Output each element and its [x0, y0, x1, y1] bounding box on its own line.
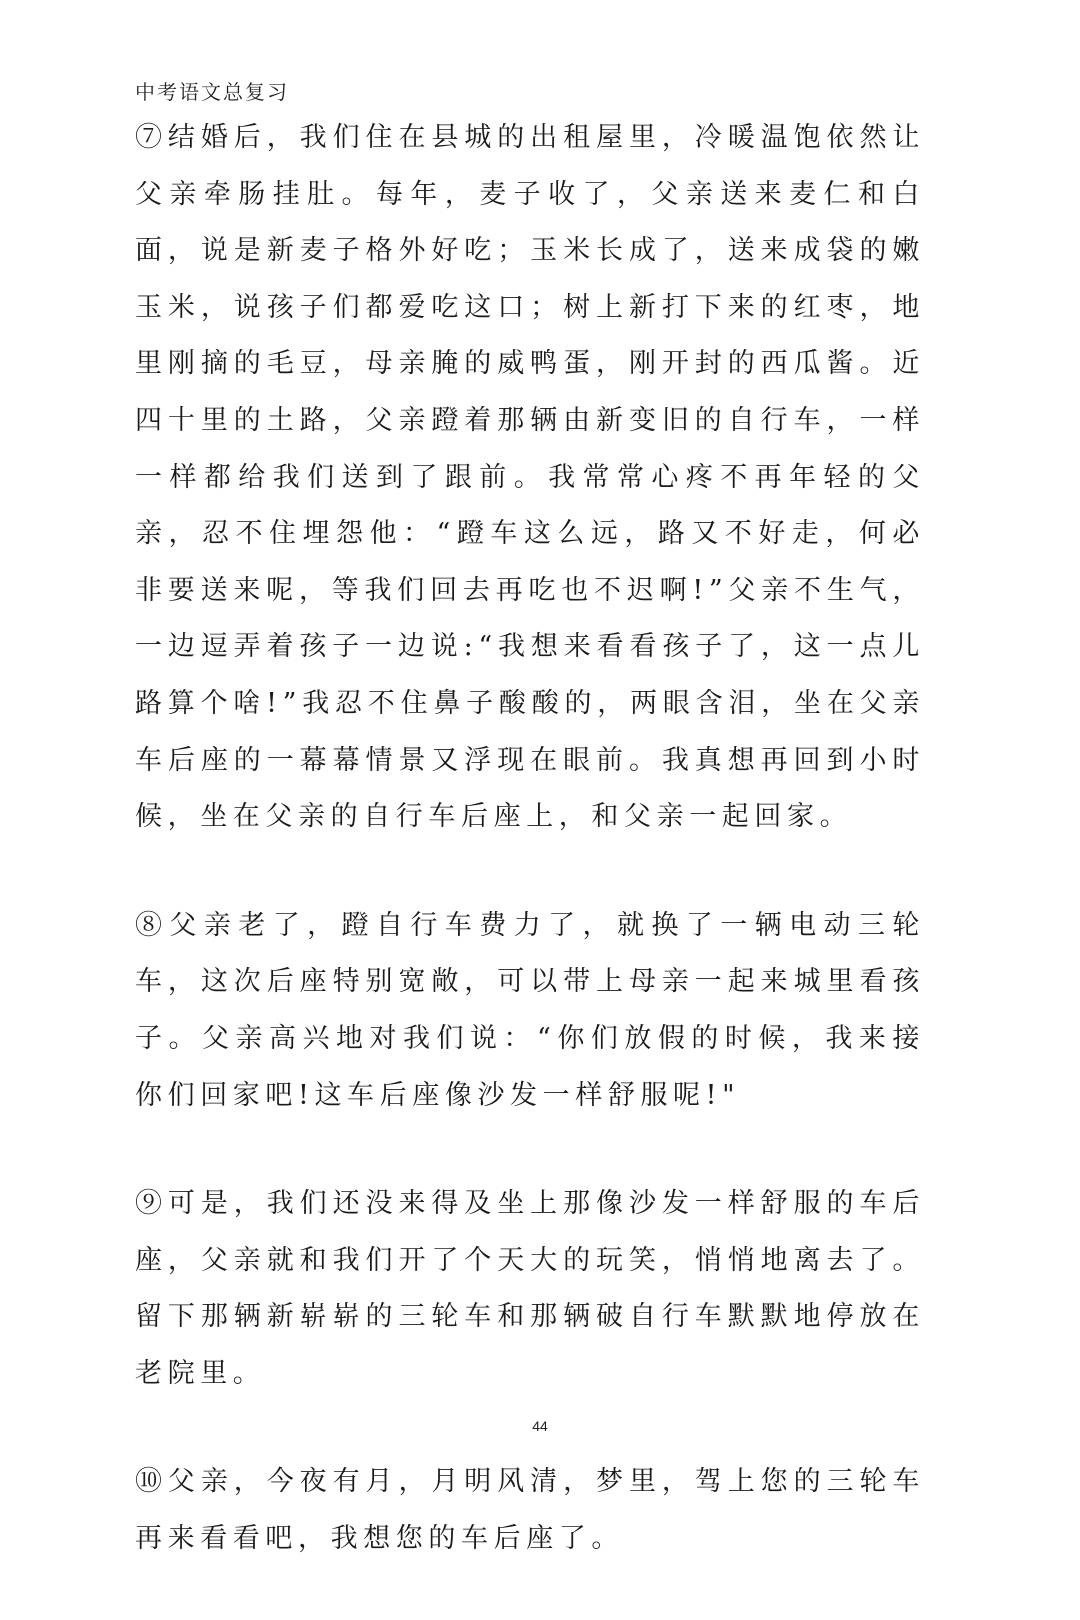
article-body [135, 110, 925, 1620]
paragraph-9: ⑨可是，我们还没来得及坐上那像沙发一样舒服的车后座，父亲就和我们开了个天大的玩笑，悄悄地离去了。留下那辆新崭崭的三轮车和那辆破自行车默默地停放在老院里。 [135, 1188, 925, 1389]
paragraph-7: ⑦结婚后，我们住在县城的出租屋里，冷暖温饱依然让父亲牵肠挂肚。每年，麦子收了，父亲送来麦仁和白面，说是新麦子格外好吃；玉米长成了，送来成袋的嫩玉米，说孩子们都爱吃这口；树上新打下来的红枣，地里刚摘的毛豆，母亲腌的威鸭蛋，刚开封的西瓜酱。近四十里的土路，父亲蹬着那辆由新变旧的自行车，一样一样都给我们送到了跟前。我常常心疼不再年轻的父亲，忍不住埋怨他：“蹬车这么远，路又不好走，何必非要送来呢，等我们回去再吃也不迟啊!”父亲不生气，一边逗弄着孩子一边说:“我想来看看孩子了，这一点儿路算个啥!”我忍不住鼻子酸酸的，两眼含泪，坐在父亲车后座的一幕幕情景又浮现在眼前。我真想再回到小时候，坐在父亲的自行车后座上，和父亲一起回家。 [135, 122, 925, 833]
paragraph-8: ⑧父亲老了，蹬自行车费力了，就换了一辆电动三轮车，这次后座特别宽敞，可以带上母亲一起来城里看孩子。父亲高兴地对我们说：“你们放假的时候，我来接你们回家吧!这车后座像沙发一样舒服呢!" [135, 909, 925, 1111]
page-number: 44 [532, 1418, 548, 1434]
page-header-title: 中考语文总复习 [135, 80, 289, 104]
paragraph-10: ⑩父亲，今夜有月，月明风清，梦里，驾上您的三轮车再来看看吧，我想您的车后座了。 [135, 1466, 925, 1555]
